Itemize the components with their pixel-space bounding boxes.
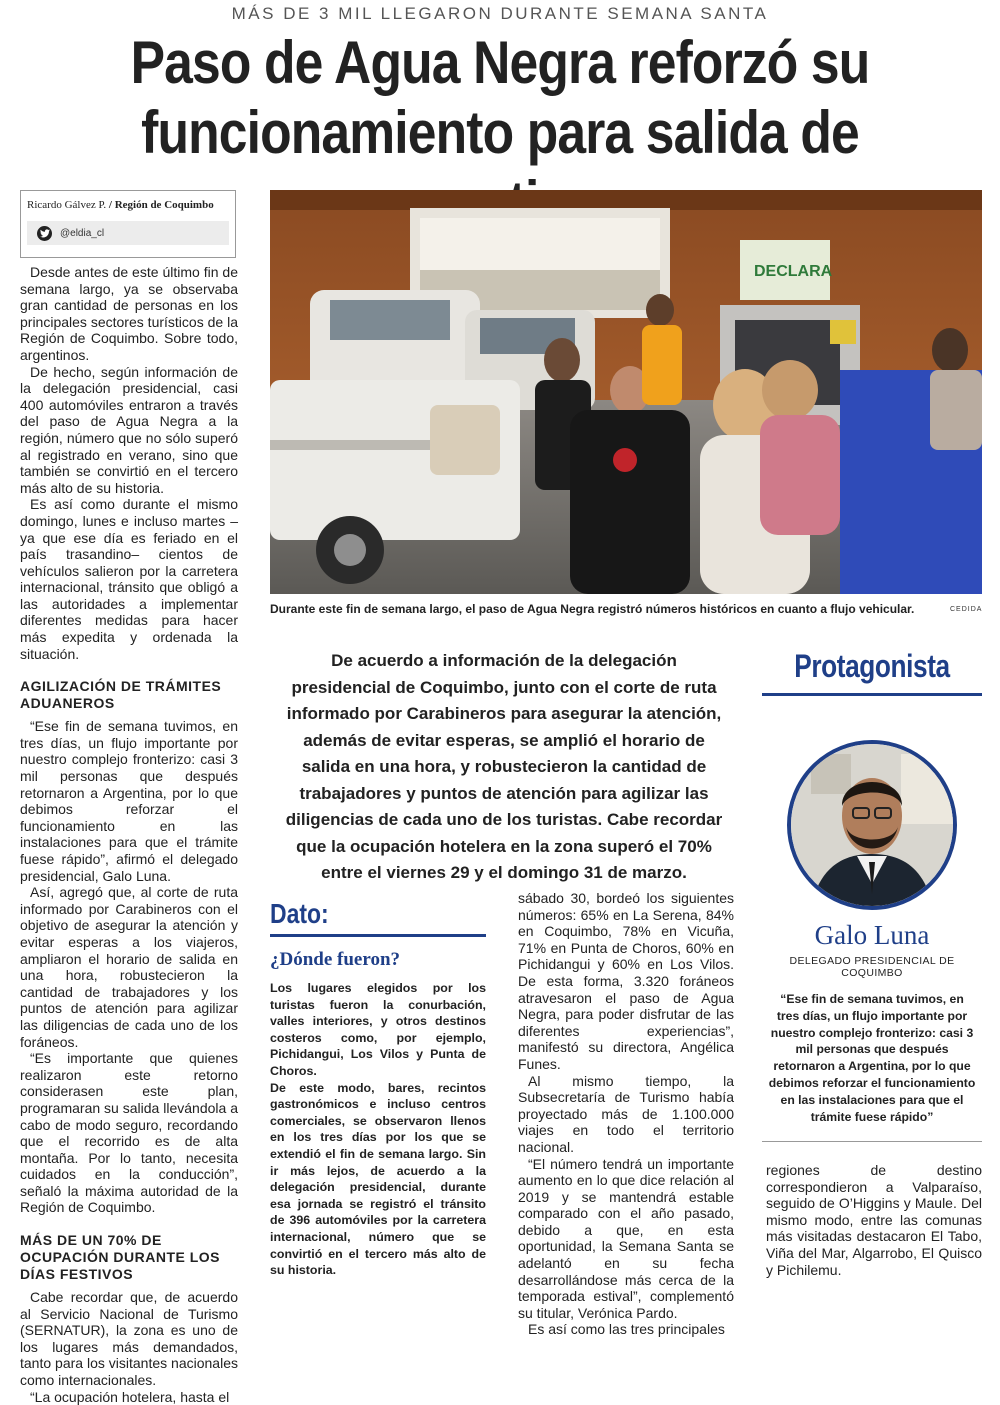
byline-box (20, 190, 236, 258)
photo-sign-text: DECLARA (754, 263, 833, 280)
article-photo (270, 190, 982, 594)
kicker: MÁS DE 3 MIL LLEGARON DURANTE SEMANA SANTA (231, 4, 769, 23)
col3-paragraph-4: Es así como las tres principales (528, 1321, 725, 1338)
col1-paragraph-6: “Es importante que quienes realizaron este retorno considerasen este plan, programaran su salida llevándola a cabo de modo seguro, recordando que el recorrido es de alta montaña. Por lo tanto, necesita cuidados en la conducción”, señaló la máxima autoridad de la Región de Coquimbo. (20, 1050, 238, 1216)
protagonist-role: DELEGADO PRESIDENCIAL DE COQUIMBO (789, 955, 955, 979)
col3-paragraph-1: sábado 30, bordeó los siguientes números: 65% en La Serena, 84% en Coquimbo, 78% en Vicuña, 71% en Punta de Choros, 60% en Pichidangui y 60% en Los Vilos. De esta forma, 3.320 foráneos atravesaron el paso de Agua Negra, para poder disfrutar de las diferentes experiencias”, manifestó su directora, Angélica Funes. (518, 890, 734, 1072)
protagonist-portrait (787, 740, 957, 910)
highlight-summary: De acuerdo a información de la delegación presidencial de Coquimbo, junto con el corte de ruta informado por Carabineros para asegurar la atención, además de evitar esperas, se amplió el horario de salida en una hora, y robustecieron la cantidad de trabajadores y puntos de atención para agilizar las diligencias de cada uno de los turistas. Cabe recordar que la ocupación hotelera en la zona superó el 70% entre el viernes 29 y el domingo 31 de marzo. (285, 651, 723, 882)
dato-title: Dato: (270, 898, 329, 929)
dato-paragraph-1: Los lugares elegidos por los turistas fueron la conurbación, valles interiores, y otros destinos costeros como, por ejemplo, Pichidangui, Los Vilos y Punta de Choros. (270, 981, 486, 1078)
byline-separator: / (108, 199, 112, 211)
dato-rule (270, 934, 486, 937)
sidebar-title: Protagonista (794, 648, 950, 684)
col1-paragraph-8: “La ocupación hotelera, hasta el (30, 1388, 230, 1405)
dato-box (270, 898, 486, 971)
column-1 (20, 264, 238, 1405)
col4-paragraph-1: regiones de destino correspondieron a Valparaíso, seguido de O’Higgins y Maule. Del mismo modo, entre las comunas más visitadas destacaron El Tabo, Viña del Mar, Algarrobo, El Quisco y Pichilemu. (766, 1162, 982, 1278)
headline: Paso de Agua Negra reforzó su funcionamiento para salida de (130, 29, 870, 166)
sidebar-bottom-rule (762, 1141, 982, 1142)
col1-paragraph-2: De hecho, según información de la delegación presidencial, casi 400 automóviles entraron a través del paso de Agua Negra a la región, número que no sólo superó al registrado en verano, sino que también se convirtió en el tercero más alto de su historia. (20, 363, 238, 496)
dato-body (270, 980, 486, 1279)
col1-subhead-2: MÁS DE UN 70% DE OCUPACIÓN DURANTE LOS DÍAS FESTIVOS (20, 1232, 221, 1283)
col1-paragraph-5: Así, agregó que, al corte de ruta informado por Carabineros con el objetivo de asegurar la atención y evitar esperas a los viajeros, ampliaron el horario de salida en una hora, robustecieron la cantidad de trabajadores y los puntos de atención para agilizar las diligencias de cada uno de los foráneos. (20, 884, 238, 1050)
col3-paragraph-2: Al mismo tiempo, la Subsecretaría de Turismo había proyectado más de 1.100.000 viajes en todo el territorio nacional. (518, 1072, 734, 1155)
byline-author: Ricardo Gálvez P. (27, 199, 107, 211)
col1-subhead-1: AGILIZACIÓN DE TRÁMITES ADUANEROS (20, 678, 222, 712)
col3-paragraph-3: “El número tendrá un importante aumento en lo que dice relación al 2019 y se mantendrá estable comparado con el año pasado, debido a que, en esta oportunidad, la Semana Santa se adelantó en su fecha desarrollándose más cerca de la temporada estival”, complementó su titular, Verónica Pardo. (518, 1155, 734, 1321)
twitter-row[interactable] (27, 221, 229, 245)
byline-section: Región de Coquimbo (114, 199, 214, 211)
twitter-handle: @eldia_cl (60, 227, 105, 239)
photo-caption: Durante este fin de semana largo, el paso de Agua Negra registró números históricos en cuanto a flujo vehicular. (270, 602, 915, 616)
col1-paragraph-1: Desde antes de este último fin de semana largo, ya se observaba gran cantidad de personas en los principales sectores turísticos de la Región de Coquimbo. Sobre todo, argentinos. (20, 264, 238, 363)
dato-paragraph-2: De este modo, bares, recintos gastronómicos e incluso centros comerciales, se observaron llenos en los tres días por los que se extendió el fin de semana largo. Sin ir más lejos, de acuerdo a la delegación presidencial, durante esa jornada se registró el tránsito de 396 automóviles por la carretera internacional, número que se convirtió en el tercero más alto de su historia. (270, 1080, 486, 1278)
col1-paragraph-4: “Ese fin de semana tuvimos, en tres días, un flujo importante por nuestro complejo fronterizo: casi 3 mil personas que después retornaron a Argentina, por lo que debimos reforzar el funcionamiento en las instalaciones para que el trámite fuese rápido”, afirmó el delegado presidencial, Galo Luna. (20, 718, 238, 884)
byline (27, 199, 229, 211)
sidebar-rule (762, 693, 982, 696)
dato-subtitle: ¿Dónde fueron? (270, 949, 401, 970)
photo-credit: CEDIDA (950, 606, 983, 613)
protagonist-name: Galo Luna (814, 920, 930, 950)
protagonist-sidebar (762, 648, 982, 1142)
col1-paragraph-3: Es así como durante el mismo domingo, lunes e incluso martes – ya que ese día es feriado en el país trasandino– cientos de vehículos salieron por la carretera internacional, tránsito que obligó a las autoridades a implementar diferentes medidas para hacer más expedita y ordenada la situación. (20, 496, 238, 662)
protagonist-quote: “Ese fin de semana tuvimos, en tres días, un flujo importante por nuestro complejo fronterizo: casi 3 mil personas que después retornaron a Argentina, por lo que debimos reforzar el funcionamiento en las instalaciones para que el trámite fuese rápido” (768, 992, 976, 1124)
column-3 (518, 890, 734, 1338)
col1-paragraph-7: Cabe recordar que, de acuerdo al Servicio Nacional de Turismo (SERNATUR), la zona es uno de los lugares más demandados, tanto para los visitantes nacionales como internacionales. (20, 1289, 238, 1389)
column-4 (766, 1162, 982, 1278)
twitter-bird-icon (37, 226, 52, 241)
